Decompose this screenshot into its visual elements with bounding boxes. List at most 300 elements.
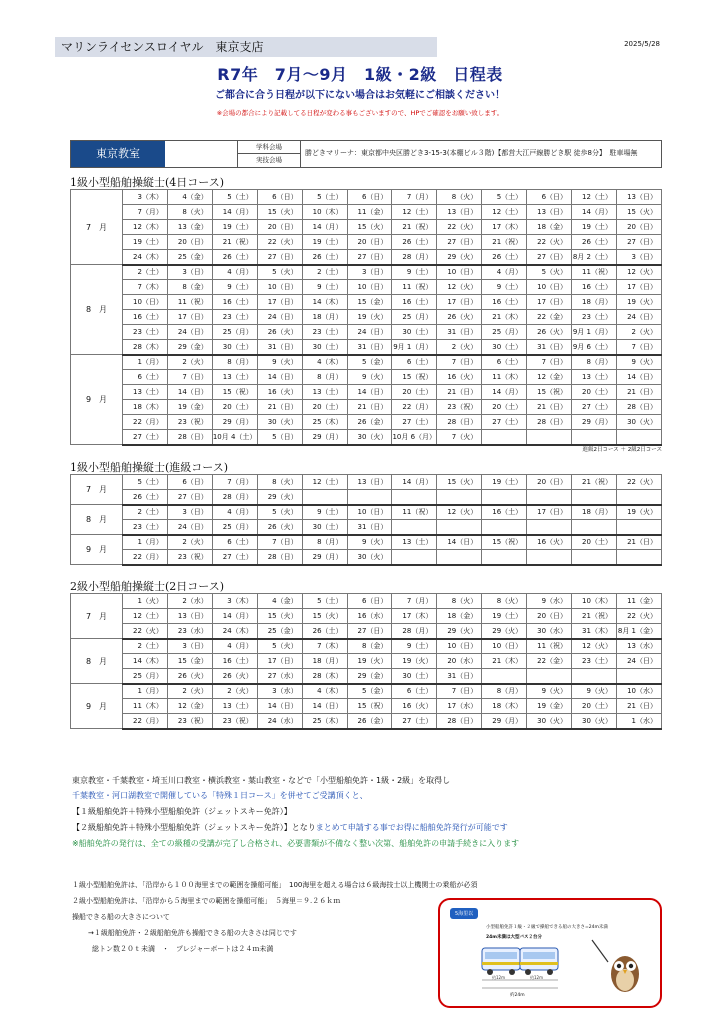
table-row: [71, 400, 662, 415]
date-cell: 7（木）: [302, 639, 347, 654]
date-cell: 23（祝）: [437, 400, 482, 415]
date-cell: 27（日）: [167, 490, 212, 505]
date-cell: 8（月）: [482, 684, 527, 699]
owl-mascot-icon: [592, 940, 639, 992]
date-cell: 22（月）: [392, 400, 437, 415]
date-cell: 22（火）: [123, 624, 168, 639]
date-cell: 19（火）: [347, 654, 392, 669]
date-cell: 20（日）: [527, 475, 572, 490]
date-cell: 27（土）: [123, 430, 168, 445]
date-cell: [572, 669, 617, 684]
date-cell: 12（火）: [437, 280, 482, 295]
date-cell: 12（金）: [527, 370, 572, 385]
date-cell: [572, 550, 617, 565]
license-note: 操船できる船の大きさについて: [72, 913, 170, 921]
date-cell: 27（日）: [616, 235, 661, 250]
date-cell: 26（金）: [347, 714, 392, 729]
date-cell: 28（木）: [123, 340, 168, 355]
date-cell: 1（火）: [123, 594, 168, 609]
subtitle: ご都合に合う日程が以下にない場合はお気軽にご相談ください！: [215, 90, 505, 101]
date-cell: 20（日）: [257, 220, 302, 235]
date-cell: 10（木）: [302, 205, 347, 220]
date-cell: 12（火）: [616, 265, 661, 280]
date-cell: 29（月）: [572, 415, 617, 430]
table-row: [71, 370, 662, 385]
date-cell: 20（日）: [167, 235, 212, 250]
date-cell: 29（月）: [302, 430, 347, 445]
date-cell: 4（月）: [212, 505, 257, 520]
date-cell: 26（火）: [437, 310, 482, 325]
date-cell: 21（日）: [437, 385, 482, 400]
date-cell: 22（火）: [437, 220, 482, 235]
date-cell: 14（日）: [347, 385, 392, 400]
date-cell: 9（土）: [392, 265, 437, 280]
date-cell: 19（土）: [572, 220, 617, 235]
date-cell: 9（水）: [527, 594, 572, 609]
license-note: 総トン数２０ｔ未満 ・ プレジャーボートは２４ｍ未満: [92, 945, 274, 953]
date-cell: 7（日）: [437, 355, 482, 370]
date-cell: [302, 490, 347, 505]
date-cell: 19（金）: [527, 699, 572, 714]
date-cell: 10月 4（土）: [212, 430, 257, 445]
date-cell: 21（祝）: [572, 475, 617, 490]
table-row: [71, 594, 662, 609]
date-cell: [527, 550, 572, 565]
date-cell: 5（火）: [257, 265, 302, 280]
date-cell: 14（月）: [212, 609, 257, 624]
date-cell: 6（土）: [123, 370, 168, 385]
date-cell: 28（日）: [257, 550, 302, 565]
date-cell: 16（土）: [392, 295, 437, 310]
date-cell: 13（土）: [302, 385, 347, 400]
date-cell: 17（日）: [437, 295, 482, 310]
date-cell: [572, 430, 617, 445]
date-cell: 22（火）: [527, 235, 572, 250]
date-cell: 8月 1（金）: [616, 624, 661, 639]
date-cell: 30（火）: [347, 550, 392, 565]
venue-name: 東京教室: [71, 141, 165, 167]
table-row: [71, 535, 662, 550]
table-row: [71, 550, 662, 565]
date-cell: 11（金）: [616, 594, 661, 609]
date-cell: 5（土）: [123, 475, 168, 490]
date-cell: 27（土）: [572, 400, 617, 415]
date-cell: [437, 520, 482, 535]
date-cell: 21（祝）: [572, 609, 617, 624]
date-cell: 19（火）: [392, 654, 437, 669]
date-cell: 31（日）: [437, 325, 482, 340]
schedule-table-1kyu-4day: [70, 189, 662, 446]
date-cell: 23（土）: [572, 310, 617, 325]
date-cell: 18（月）: [572, 295, 617, 310]
date-cell: 16（土）: [572, 280, 617, 295]
date-cell: 12（土）: [482, 205, 527, 220]
date-cell: 30（土）: [302, 520, 347, 535]
date-cell: 14（月）: [392, 475, 437, 490]
date-cell: 10（日）: [437, 639, 482, 654]
date-cell: 2（土）: [302, 265, 347, 280]
date-cell: 14（月）: [572, 205, 617, 220]
license-note: ２級小型船舶免許は、「沿岸から５海里までの範囲を操船可能」 ５海里＝９.２６ｋｍ: [72, 897, 341, 905]
date-cell: 9（土）: [302, 505, 347, 520]
date-cell: 21（木）: [482, 654, 527, 669]
date-cell: 13（金）: [167, 220, 212, 235]
date-cell: 14（日）: [257, 370, 302, 385]
date-cell: 19（土）: [482, 609, 527, 624]
table-row: [71, 609, 662, 624]
table-row: [71, 280, 662, 295]
date-cell: 2（火）: [167, 355, 212, 370]
date-cell: [527, 430, 572, 445]
date-cell: 20（土）: [212, 400, 257, 415]
date-cell: 6（土）: [482, 355, 527, 370]
date-cell: 27（日）: [257, 250, 302, 265]
date-cell: 17（日）: [527, 295, 572, 310]
date-cell: 6（土）: [212, 535, 257, 550]
date-cell: 11（祝）: [527, 639, 572, 654]
date-cell: 16（土）: [482, 295, 527, 310]
date-cell: 26（火）: [167, 669, 212, 684]
venue-theory-label: 学科会場: [237, 141, 301, 154]
date-cell: 21（日）: [527, 400, 572, 415]
date-cell: 13（水）: [616, 639, 661, 654]
date-cell: 3（日）: [167, 505, 212, 520]
date-cell: 20（土）: [482, 400, 527, 415]
date-cell: 8（金）: [347, 639, 392, 654]
date-cell: 8（火）: [437, 190, 482, 205]
date-cell: 30（土）: [302, 340, 347, 355]
date-cell: 21（日）: [347, 400, 392, 415]
date-cell: [347, 490, 392, 505]
date-cell: 9（土）: [302, 280, 347, 295]
table-row: [71, 624, 662, 639]
date-cell: 1（月）: [123, 535, 168, 550]
date-cell: 30（火）: [572, 714, 617, 729]
date-cell: 2（土）: [123, 505, 168, 520]
notice-text: ※会場の都合により記載してる日程が変わる事もございますので、HPでご確認をお願い致します。: [216, 109, 504, 117]
date-cell: 7（日）: [257, 535, 302, 550]
date-cell: 26（火）: [257, 520, 302, 535]
date-cell: 17（日）: [257, 295, 302, 310]
date-cell: 19（火）: [616, 505, 661, 520]
date-cell: 23（土）: [123, 520, 168, 535]
date-cell: 7（月）: [123, 205, 168, 220]
date-cell: 26（金）: [347, 415, 392, 430]
date-cell: 4（月）: [212, 265, 257, 280]
date-cell: 26（土）: [212, 250, 257, 265]
date-cell: 23（土）: [123, 325, 168, 340]
date-cell: 13（土）: [212, 699, 257, 714]
date-cell: 8（月）: [212, 355, 257, 370]
date-cell: 7（木）: [123, 280, 168, 295]
date-cell: 24（日）: [347, 325, 392, 340]
date-cell: 28（日）: [437, 415, 482, 430]
date-cell: 27（土）: [482, 415, 527, 430]
venue-practice-label: 実技会場: [237, 154, 301, 167]
date-cell: 21（日）: [616, 699, 661, 714]
date-cell: 27（土）: [212, 550, 257, 565]
date-cell: 9月 1（月）: [392, 340, 437, 355]
date-cell: 5（土）: [482, 190, 527, 205]
date-cell: 27（日）: [437, 235, 482, 250]
table-row: [71, 505, 662, 520]
month-label: 8 月: [71, 639, 123, 684]
date-cell: 10（日）: [482, 639, 527, 654]
date-cell: 9（火）: [257, 355, 302, 370]
date-cell: 23（土）: [572, 654, 617, 669]
date-cell: 4（月）: [482, 265, 527, 280]
date-cell: 15（火）: [257, 205, 302, 220]
illustration-badge: 5海里以: [450, 908, 478, 919]
date-cell: 10（日）: [527, 280, 572, 295]
date-cell: [527, 490, 572, 505]
date-cell: 9（土）: [212, 280, 257, 295]
date-cell: 18（月）: [302, 310, 347, 325]
date-cell: 29（金）: [167, 340, 212, 355]
illustration-caption-bold: 24m未満は大型バス２台分: [486, 935, 542, 940]
date-cell: 29（月）: [212, 415, 257, 430]
date-cell: 2（火）: [437, 340, 482, 355]
date-cell: 25（木）: [302, 415, 347, 430]
date-cell: 30（土）: [482, 340, 527, 355]
date-cell: 27（土）: [392, 714, 437, 729]
date-cell: 18（木）: [123, 400, 168, 415]
date-cell: 18（金）: [437, 609, 482, 624]
table-row: [71, 385, 662, 400]
illustration-caption: 小型船舶免許１級・２級で操船できる船の大きさ=24m未満: [486, 925, 608, 930]
date-cell: 15（火）: [302, 609, 347, 624]
date-cell: 18（月）: [572, 505, 617, 520]
date-cell: 16（水）: [347, 609, 392, 624]
date-cell: 12（木）: [123, 220, 168, 235]
date-cell: 9（火）: [527, 684, 572, 699]
date-cell: [482, 520, 527, 535]
date-cell: 5（土）: [302, 594, 347, 609]
date-cell: 13（土）: [123, 385, 168, 400]
date-cell: 13（土）: [572, 370, 617, 385]
date-cell: 24（木）: [212, 624, 257, 639]
date-cell: 25（月）: [482, 325, 527, 340]
date-cell: 21（日）: [257, 400, 302, 415]
section-title: 2級小型船舶操縦士(2日コース): [70, 580, 225, 593]
month-label: 9 月: [71, 535, 123, 565]
bus-icon: [520, 948, 558, 975]
date-cell: 27（日）: [347, 624, 392, 639]
date-cell: 17（日）: [527, 505, 572, 520]
date-cell: 7（日）: [616, 340, 661, 355]
license-note: →１級船舶免許・２級船舶免許も操船できる船の大きさは同じです: [88, 929, 297, 937]
date-cell: 11（祝）: [572, 265, 617, 280]
date-cell: 29（金）: [347, 669, 392, 684]
date-cell: [572, 520, 617, 535]
date-cell: 5（金）: [347, 684, 392, 699]
date-cell: 26（火）: [212, 669, 257, 684]
table-row: [71, 699, 662, 714]
venue-box: [70, 140, 662, 168]
date-cell: 16（火）: [257, 385, 302, 400]
date-cell: 23（祝）: [167, 550, 212, 565]
date-cell: 3（木）: [123, 190, 168, 205]
info-line: 千葉教室・河口湖教室で開催している「特殊１日コース」を併せてご受講頂くと、: [72, 791, 368, 800]
date-cell: [616, 550, 661, 565]
bus-length-label: 約12m: [530, 975, 543, 980]
date-cell: 9（土）: [392, 639, 437, 654]
date-cell: 30（火）: [347, 430, 392, 445]
table-row: [71, 490, 662, 505]
date-cell: 15（祝）: [347, 699, 392, 714]
date-cell: 12（土）: [392, 205, 437, 220]
date-cell: 9（土）: [482, 280, 527, 295]
page-title: R7年 7月～9月 1級・2級 日程表: [217, 65, 503, 84]
date-cell: 5（日）: [257, 430, 302, 445]
license-note: １級小型船舶免許は、「沿岸から１００海里までの範囲を操船可能」 100海里を超える場合は６級海技士以上機関士の乗船が必須: [72, 881, 478, 889]
date-cell: 16（土）: [212, 654, 257, 669]
date-cell: 26（火）: [527, 325, 572, 340]
date-cell: 11（祝）: [392, 505, 437, 520]
date-cell: 31（日）: [437, 669, 482, 684]
date-cell: 19（土）: [212, 220, 257, 235]
date-cell: 11（木）: [123, 699, 168, 714]
date-cell: 6（日）: [527, 190, 572, 205]
date-cell: 14（日）: [302, 699, 347, 714]
date-cell: 18（金）: [527, 220, 572, 235]
table-row: [71, 265, 662, 280]
date-cell: 15（金）: [347, 295, 392, 310]
table-row: [71, 684, 662, 699]
section-title: 1級小型船舶操縦士(4日コース): [70, 176, 225, 189]
date-cell: 16（土）: [123, 310, 168, 325]
date-cell: 26（土）: [302, 250, 347, 265]
date-cell: 16（火）: [437, 370, 482, 385]
date-cell: 4（金）: [167, 190, 212, 205]
date-cell: 13（日）: [437, 205, 482, 220]
date-cell: [482, 430, 527, 445]
table-row: [71, 205, 662, 220]
table-row: [71, 340, 662, 355]
date-cell: 1（月）: [123, 355, 168, 370]
date-cell: 7（日）: [527, 355, 572, 370]
date-cell: 12（土）: [302, 475, 347, 490]
date-cell: 26（土）: [302, 624, 347, 639]
date-cell: 13（日）: [527, 205, 572, 220]
date-cell: 14（月）: [212, 205, 257, 220]
date-cell: 14（日）: [167, 385, 212, 400]
date-cell: 14（木）: [123, 654, 168, 669]
date-cell: 11（祝）: [167, 295, 212, 310]
date-cell: [437, 490, 482, 505]
date-cell: [616, 669, 661, 684]
date-cell: 5（火）: [257, 639, 302, 654]
table-row: [71, 295, 662, 310]
date-cell: 22（金）: [527, 654, 572, 669]
date-cell: 25（月）: [212, 520, 257, 535]
date-cell: 2（土）: [123, 639, 168, 654]
date-cell: 28（月）: [392, 250, 437, 265]
date-cell: 16（土）: [212, 295, 257, 310]
bus-icon: [482, 948, 520, 975]
date-cell: 3（日）: [347, 265, 392, 280]
table-row: [71, 415, 662, 430]
date-cell: 7（日）: [437, 684, 482, 699]
date-cell: 27（水）: [257, 669, 302, 684]
date-cell: 8（月）: [302, 535, 347, 550]
date-cell: [527, 520, 572, 535]
date-cell: 8（火）: [437, 594, 482, 609]
info-line: ※船舶免許の発行は、全ての級種の受講が完了し合格され、必要書類が不備なく整い次第、船舶免許の申請手続きに入ります: [72, 839, 520, 848]
date-cell: 8（火）: [257, 475, 302, 490]
date-cell: 14（日）: [616, 370, 661, 385]
date-cell: 22（月）: [123, 550, 168, 565]
date-cell: 12（土）: [123, 609, 168, 624]
date-cell: 3（日）: [167, 639, 212, 654]
date-cell: 6（土）: [392, 355, 437, 370]
date-cell: 14（日）: [437, 535, 482, 550]
date-cell: 22（火）: [616, 609, 661, 624]
date-cell: 9月 1（月）: [572, 325, 617, 340]
table-row: [71, 654, 662, 669]
date-cell: 27（日）: [347, 250, 392, 265]
date-cell: 29（火）: [257, 490, 302, 505]
date-cell: 5（火）: [527, 265, 572, 280]
date-cell: 26（土）: [392, 235, 437, 250]
date-cell: 15（祝）: [527, 385, 572, 400]
date-cell: 9月 6（土）: [572, 340, 617, 355]
date-cell: 21（木）: [482, 310, 527, 325]
date-cell: 19（土）: [302, 235, 347, 250]
date-cell: 20（日）: [347, 235, 392, 250]
date-cell: 20（日）: [616, 220, 661, 235]
date-cell: 26（土）: [123, 490, 168, 505]
table-row: [71, 520, 662, 535]
date-cell: 8月 2（土）: [572, 250, 617, 265]
date-cell: 22（月）: [123, 415, 168, 430]
date-cell: 25（金）: [257, 624, 302, 639]
date-cell: 10（日）: [347, 505, 392, 520]
date-cell: 9（火）: [572, 684, 617, 699]
date-cell: 23（土）: [212, 310, 257, 325]
table-row: [71, 235, 662, 250]
date-cell: 31（日）: [347, 520, 392, 535]
date-cell: 29（火）: [482, 624, 527, 639]
date-cell: 22（金）: [527, 310, 572, 325]
date-cell: 19（火）: [616, 295, 661, 310]
month-label: 7 月: [71, 594, 123, 639]
date-cell: 28（日）: [616, 400, 661, 415]
date-cell: 18（木）: [482, 699, 527, 714]
venue-address: 勝どきマリーナ：東京都中央区勝どき3-15-3(本棚ビル３階)【都営大江戸線勝どき駅 徒歩8分】 駐車場無: [305, 149, 638, 157]
date-cell: 23（祝）: [212, 714, 257, 729]
bus-length-label: 約12m: [492, 975, 505, 980]
date-cell: 20（土）: [302, 400, 347, 415]
date-cell: 12（火）: [572, 639, 617, 654]
date-cell: 15（祝）: [212, 385, 257, 400]
date-cell: 30（火）: [257, 415, 302, 430]
date-cell: 17（木）: [482, 220, 527, 235]
date-cell: 21（日）: [616, 535, 661, 550]
date-cell: 11（金）: [347, 205, 392, 220]
table-row: [71, 190, 662, 205]
date-cell: 15（火）: [347, 220, 392, 235]
date-cell: 24（日）: [616, 310, 661, 325]
date-cell: 8（月）: [572, 355, 617, 370]
date-cell: 5（金）: [347, 355, 392, 370]
month-label: 7 月: [71, 475, 123, 505]
date-cell: 26（火）: [257, 325, 302, 340]
date-cell: [392, 520, 437, 535]
date-cell: 30（土）: [212, 340, 257, 355]
date-cell: 17（日）: [616, 280, 661, 295]
date-cell: 5（土）: [302, 190, 347, 205]
